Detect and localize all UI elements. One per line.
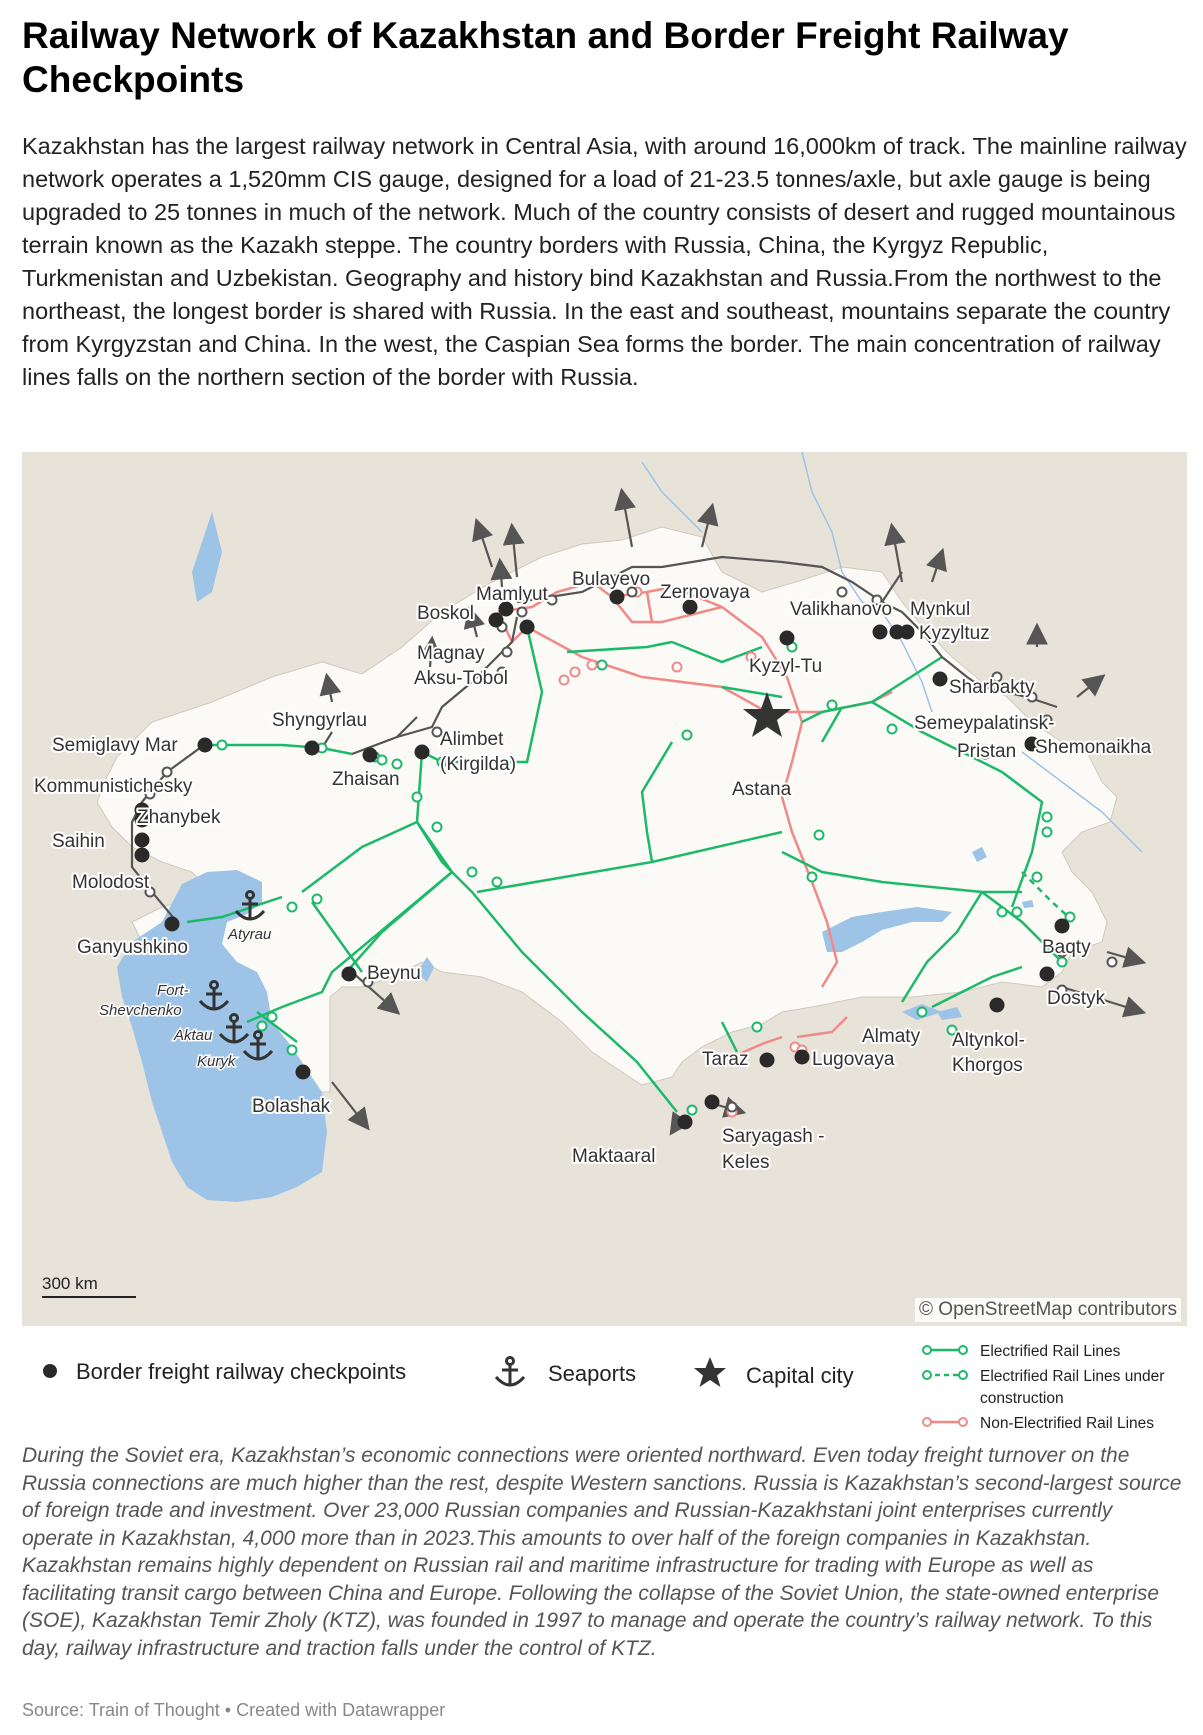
map-attribution[interactable]: © OpenStreetMap contributors bbox=[915, 1298, 1181, 1322]
label-kyzyltuz: Kyzyltuz bbox=[919, 623, 990, 644]
label-mynkul: Mynkul bbox=[910, 599, 971, 620]
label-aktau: Aktau bbox=[174, 1027, 213, 1044]
label-baqty: Baqty bbox=[1042, 937, 1091, 958]
label-almaty: Almaty bbox=[862, 1026, 921, 1047]
star-icon bbox=[692, 1355, 728, 1397]
label-kyzyl-tu: Kyzyl-Tu bbox=[749, 656, 823, 677]
label-taraz: Taraz bbox=[702, 1049, 749, 1070]
label-atyrau: Atyrau bbox=[228, 926, 272, 943]
legend-capital-label: Capital city bbox=[746, 1363, 854, 1388]
label-beynu: Beynu bbox=[367, 963, 421, 984]
label-shemonaikha: Shemonaikha bbox=[1035, 737, 1152, 758]
label-molodost: Molodost bbox=[72, 872, 150, 893]
label-fort: Fort- bbox=[157, 982, 189, 999]
line-type-legend bbox=[922, 1341, 1187, 1438]
label-zernovaya: Zernovaya bbox=[660, 582, 750, 603]
label-bolashak: Bolashak bbox=[252, 1096, 331, 1117]
label-mamlyut: Mamlyut bbox=[476, 584, 548, 605]
label-sharbakty: Sharbakty bbox=[949, 677, 1035, 698]
legend-checkpoints-label: Border freight railway checkpoints bbox=[76, 1359, 407, 1384]
legend-electrified-label: Electrified Rail Lines bbox=[980, 1343, 1121, 1360]
label-lugovaya: Lugovaya bbox=[812, 1049, 895, 1070]
label-aksu-tobol: Aksu-Tobol bbox=[414, 668, 508, 689]
label-valikhanovo: Valikhanovo bbox=[790, 599, 893, 620]
legend-under-construction bbox=[922, 1366, 1187, 1410]
source-credit[interactable]: Source: Train of Thought • Created with Datawrapper bbox=[22, 1700, 446, 1720]
label-semiglavy-mar: Semiglavy Mar bbox=[52, 735, 178, 756]
legend-under-construction-label: Electrified Rail Lines under construction bbox=[980, 1368, 1165, 1407]
scale-bar bbox=[42, 1296, 136, 1298]
label-kirgilda: (Kirgilda) bbox=[440, 754, 517, 775]
legend-capital bbox=[692, 1355, 854, 1397]
label-magnay: Magnay bbox=[417, 643, 485, 664]
legend-electrified bbox=[922, 1341, 1187, 1363]
label-altynkol: Altynkol- bbox=[952, 1030, 1025, 1051]
legend-non-electrified bbox=[922, 1413, 1187, 1435]
chart-title: Railway Network of Kazakhstan and Border Freight Railway Checkpoints bbox=[22, 15, 1069, 100]
label-keles: Keles bbox=[722, 1152, 770, 1173]
label-kommunistichesky: Kommunistichesky bbox=[34, 776, 193, 797]
label-saihin: Saihin bbox=[52, 831, 105, 852]
label-zhaisan: Zhaisan bbox=[332, 769, 400, 790]
label-astana: Astana bbox=[732, 779, 792, 800]
legend-seaports-label: Seaports bbox=[548, 1361, 637, 1386]
label-maktaaral: Maktaaral bbox=[572, 1146, 656, 1167]
label-boskol: Boskol bbox=[417, 603, 475, 624]
label-shyngyrlau: Shyngyrlau bbox=[272, 710, 368, 731]
legend-checkpoints bbox=[42, 1359, 406, 1385]
legend-non-electrified-label: Non-Electrified Rail Lines bbox=[980, 1415, 1155, 1432]
label-dostyk: Dostyk bbox=[1047, 988, 1106, 1009]
label-alimbet: Alimbet bbox=[440, 729, 504, 750]
label-ganyushkino: Ganyushkino bbox=[77, 937, 188, 958]
label-khorgos: Khorgos bbox=[952, 1055, 1023, 1076]
label-semeypalatinsk: Semeypalatinsk- bbox=[914, 713, 1055, 734]
label-kuryk: Kuryk bbox=[197, 1053, 236, 1070]
scale-label: 300 km bbox=[42, 1274, 98, 1293]
legend-seaports bbox=[490, 1351, 636, 1397]
intro-text: Kazakhstan has the largest railway network in Central Asia, with around 16,000km of track. The mainline railway network operates a 1,520mm CIS gauge, designed for a load of 21-23.5 tonnes/axle, but axle gauge is being upgraded to 25 tonnes in much of the network. Much of the country consists of desert and rugged mountainous terrain known as the Kazakh steppe. The country borders with Russia, China, the Kyrgyz Republic, Turkmenistan and Uzbekistan. Geography and history bind Kazakhstan and Russia.From the northwest to the northeast, the longest border is shared with Russia. In the east and southeast, mountains separate the country from Kyrgyzstan and China. In the west, the Caspian Sea forms the border. The main concentration of railway lines falls on the northern section of the border with Russia. bbox=[22, 133, 1187, 390]
map[interactable] bbox=[22, 452, 1187, 1326]
black-dot-icon bbox=[42, 1359, 58, 1385]
label-saryagash: Saryagash - bbox=[722, 1126, 825, 1147]
label-shevchenko: Shevchenko bbox=[99, 1002, 182, 1019]
label-bulayevo: Bulayevo bbox=[572, 569, 651, 590]
map-canvas bbox=[22, 452, 1187, 1326]
legend bbox=[22, 1335, 1187, 1445]
label-zhanybek: Zhanybek bbox=[137, 807, 221, 828]
footnote-text: During the Soviet era, Kazakhstan’s economic connections were oriented northward. Even today freight turnover on the Russia connections are much higher than the rest, despite Western sanctions. Russia is Kazakhstan’s second-largest source of foreign trade and investment. Over 23,000 Russian companies and Russian-Kazakhstani joint enterprises currently operate in Kazakhstan, 4,000 more than in 2023.This amounts to over half of the foreign companies in Kazakhstan. Kazakhstan remains highly dependent on Russian rail and maritime infrastructure for trading with Europe as well as facilitating transit cargo between China and Europe. Following the collapse of the Soviet Union, the state-owned enterprise (SOE), Kazakhstan Temir Zholy (KTZ), was founded in 1997 to manage and operate the country’s railway network. To this day, railway infrastructure and traction falls under the control of KTZ. bbox=[22, 1444, 1182, 1660]
label-pristan: Pristan bbox=[957, 741, 1017, 762]
anchor-icon bbox=[490, 1351, 530, 1397]
